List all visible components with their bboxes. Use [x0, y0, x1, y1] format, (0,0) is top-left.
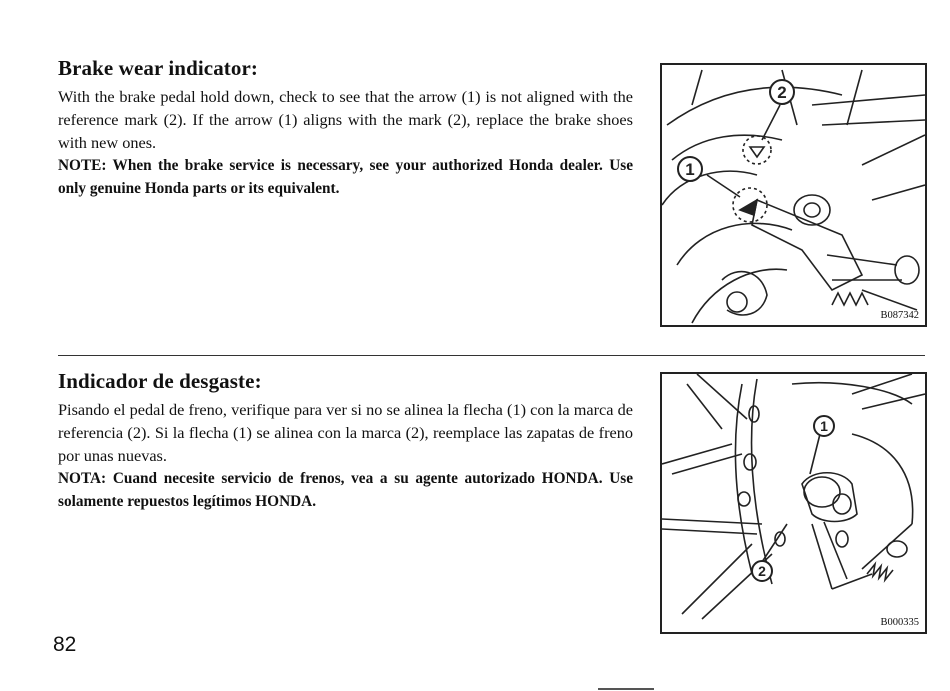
callout-1-marker [814, 416, 834, 436]
brake-drum-illustration [662, 65, 925, 325]
brake-indicator-figure-en [660, 63, 927, 327]
callout-1-label: 1 [685, 160, 695, 179]
callout-1-label: 1 [820, 418, 828, 434]
english-section [58, 56, 633, 200]
body-text-en: With the brake pedal hold down, check to see that the arrow (1) is not aligned with the reference mark (2). If the arrow (1) aligns with the mark (2), replace the brake shoes with new ones. [58, 87, 633, 152]
note-text-es: NOTA: Cuand necesite servicio de frenos, vea a su agente autorizado HONDA. Use solamente repuestos legítimos HONDA. [58, 470, 633, 510]
callout-2-label: 2 [758, 563, 766, 579]
figure-code-en: B087342 [880, 310, 919, 321]
section-divider [58, 355, 925, 356]
brake-hub-illustration [662, 374, 925, 632]
callout-2-marker [770, 80, 794, 104]
note-text-en: NOTE: When the brake service is necessary, see your authorized Honda dealer. Use only genuine Honda parts or its equivalent. [58, 157, 633, 197]
page-number: 82 [53, 633, 77, 656]
footer-mark [598, 688, 654, 690]
spanish-section [58, 369, 633, 513]
figure-code-es: B000335 [880, 617, 919, 628]
callout-2-label: 2 [777, 83, 787, 102]
section-heading-en: Brake wear indicator: [58, 56, 259, 80]
callout-2-marker [752, 561, 772, 581]
section-heading-es: Indicador de desgaste: [58, 369, 262, 393]
callout-1-marker [678, 157, 702, 181]
brake-indicator-figure-es [660, 372, 927, 634]
body-text-es: Pisando el pedal de freno, verifique para ver si no se alinea la flecha (1) con la marca de referencia (2). Si la flecha (1) se alinea con la marca (2), reemplace las zapatas de freno por unas nuevas. [58, 400, 633, 465]
